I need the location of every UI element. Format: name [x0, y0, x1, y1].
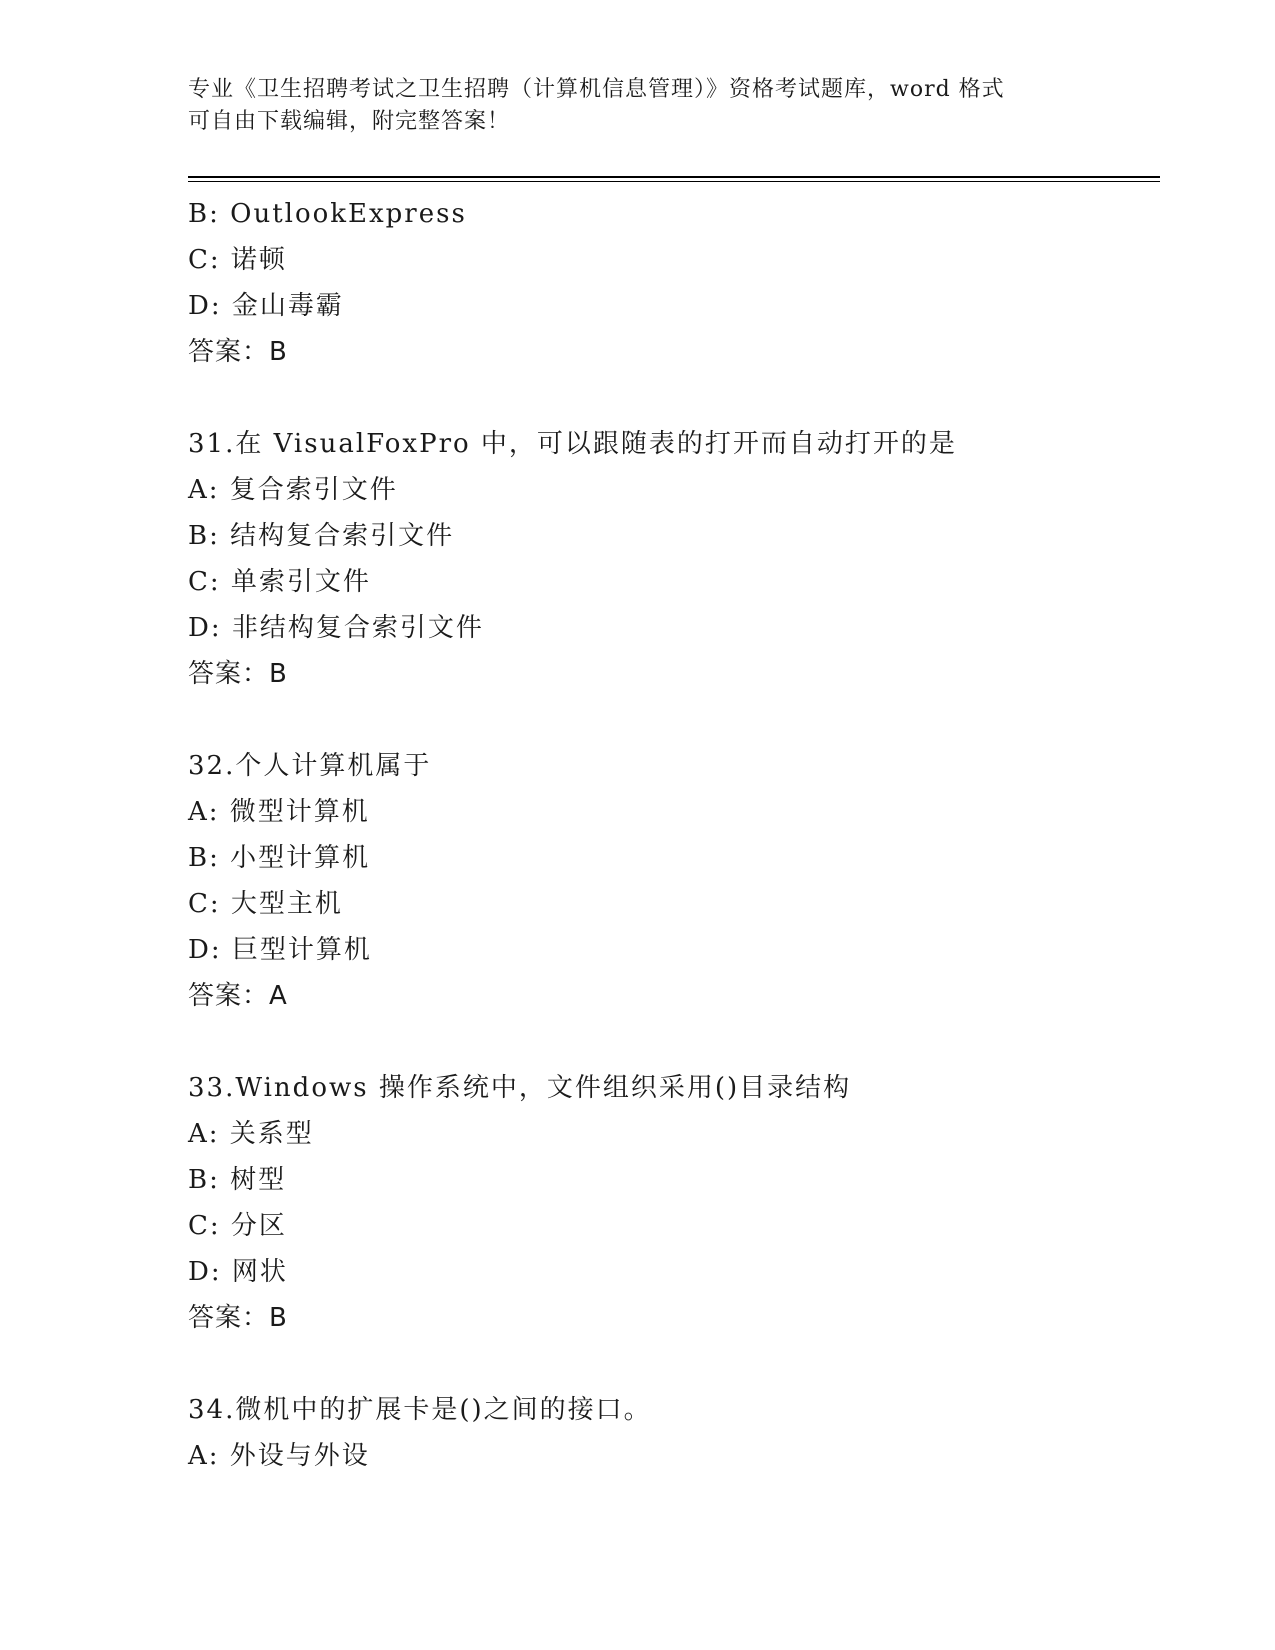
- option-a: A: 外设与外设: [188, 1441, 370, 1471]
- question-gap: [188, 1341, 1168, 1387]
- option-d: D: 网状: [188, 1257, 288, 1287]
- option-a: A: 微型计算机: [188, 797, 370, 827]
- question-stem: 31.在 VisualFoxPro 中，可以跟随表的打开而自动打开的是: [188, 429, 957, 459]
- question-stem: 34.微机中的扩展卡是()之间的接口。: [188, 1395, 652, 1425]
- document-header: [188, 74, 1088, 138]
- answer-line: 答案：B: [188, 659, 288, 689]
- question-gap: [188, 375, 1168, 421]
- header-title-line-2: 可自由下载编辑，附完整答案！: [188, 109, 511, 134]
- header-divider-thick: [188, 176, 1160, 178]
- option-b: B: OutlookExpress: [188, 199, 467, 229]
- option-d: D: 金山毒霸: [188, 291, 344, 321]
- header-divider-thin: [188, 181, 1160, 182]
- question-stem: 32.个人计算机属于: [188, 751, 432, 781]
- question-block-30-continued: [188, 191, 1168, 375]
- question-gap: [188, 1019, 1168, 1065]
- option-b: B: 小型计算机: [188, 843, 371, 873]
- option-d: D: 巨型计算机: [188, 935, 372, 965]
- option-d: D: 非结构复合索引文件: [188, 613, 484, 643]
- question-block-32: [188, 743, 1168, 1019]
- option-c: C: 分区: [188, 1211, 287, 1241]
- option-a: A: 复合索引文件: [188, 475, 398, 505]
- question-stem: 33.Windows 操作系统中，文件组织采用()目录结构: [188, 1073, 852, 1103]
- answer-line: 答案：B: [188, 337, 288, 367]
- option-c: C: 大型主机: [188, 889, 343, 919]
- question-block-34: [188, 1387, 1168, 1479]
- option-b: B: 树型: [188, 1165, 287, 1195]
- question-block-33: [188, 1065, 1168, 1341]
- answer-line: 答案：B: [188, 1303, 288, 1333]
- question-block-31: [188, 421, 1168, 697]
- option-a: A: 关系型: [188, 1119, 314, 1149]
- option-c: C: 诺顿: [188, 245, 287, 275]
- answer-line: 答案：A: [188, 981, 288, 1011]
- question-list: [188, 191, 1168, 1479]
- question-gap: [188, 697, 1168, 743]
- header-title-line-1: 专业《卫生招聘考试之卫生招聘（计算机信息管理）》资格考试题库，word 格式: [188, 77, 1005, 102]
- option-b: B: 结构复合索引文件: [188, 521, 455, 551]
- option-c: C: 单索引文件: [188, 567, 371, 597]
